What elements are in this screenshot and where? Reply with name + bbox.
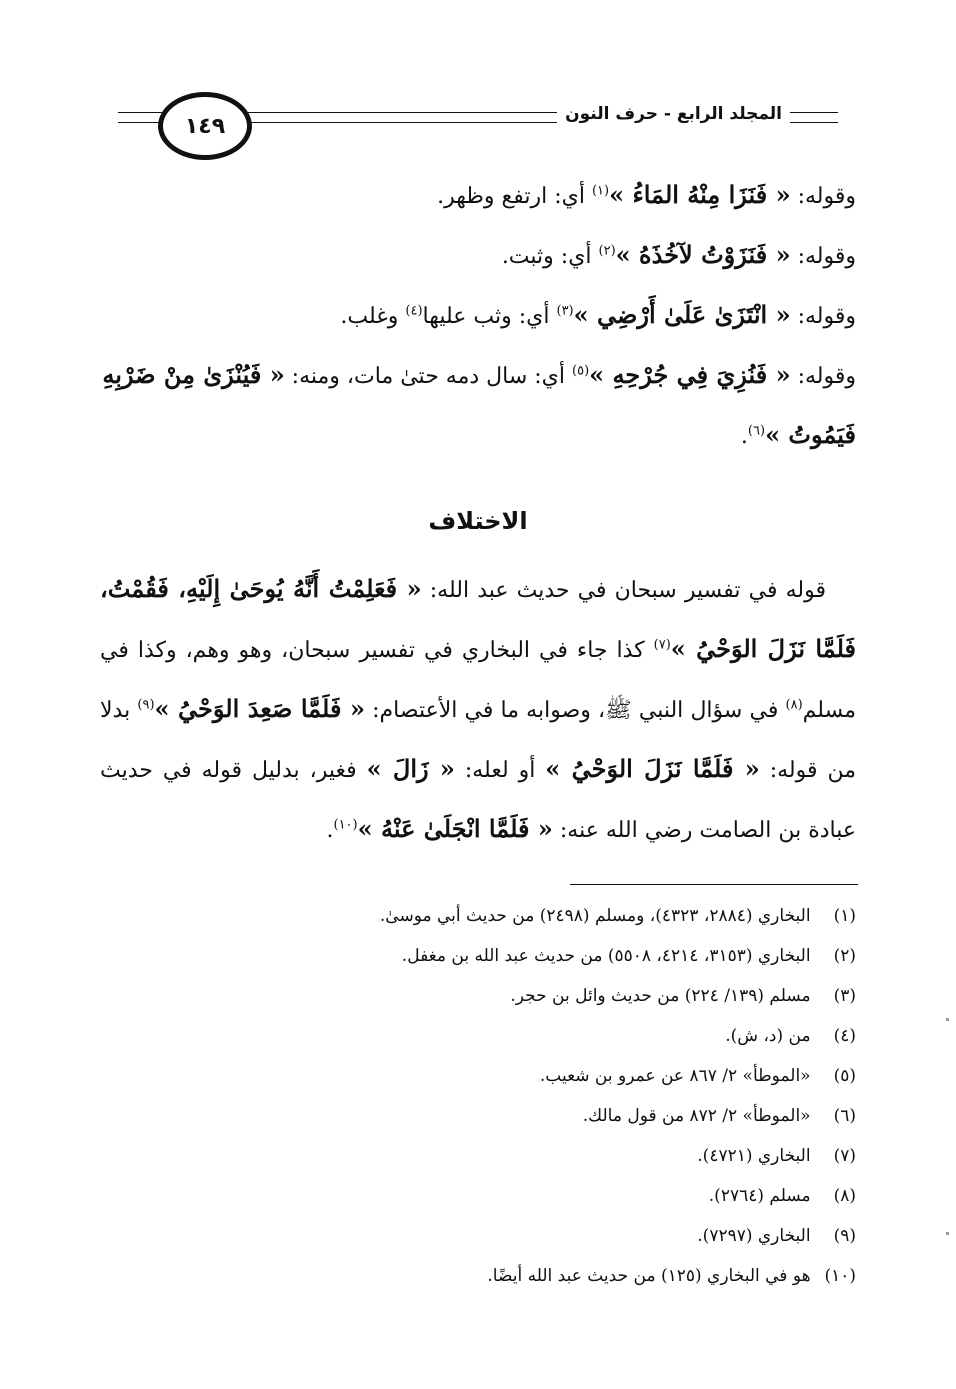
footnote-number: (٣) <box>833 986 856 1006</box>
entry-gloss: أي: ارتفع وظهر. <box>437 184 592 209</box>
footnote-item <box>156 1060 856 1100</box>
footnote-number: (٧) <box>833 1146 856 1166</box>
footnote-item <box>156 940 856 980</box>
scan-speck <box>946 1232 949 1235</box>
entry-gloss: أي: سال دمه حتىٰ مات، ومنه: <box>284 364 573 389</box>
page-header <box>118 82 838 162</box>
footnote-text: البخاري (٧٢٩٧). <box>697 1226 811 1246</box>
section-title: الاختلاف <box>428 507 528 535</box>
entry-gloss: أي: وثبت. <box>501 244 599 269</box>
footnote-ref: (٧) <box>653 637 671 653</box>
footnote-text: البخاري (٣١٥٣، ٤٢١٤، ٥٥٠٨) من حديث عبد الله بن مغفل. <box>401 946 811 966</box>
footnote-item <box>156 980 856 1020</box>
footnote-item <box>156 1100 856 1140</box>
footnote-text: مسلم (٢٧٦٤). <box>708 1186 811 1206</box>
footnote-ref: (٤) <box>405 303 423 319</box>
entry-lead: وقوله: <box>790 364 856 389</box>
footnote-ref: (٢) <box>598 243 616 259</box>
footnote-ref: (٣) <box>556 303 574 319</box>
hadith-quote: « انْتَزَىٰ عَلَىٰ أَرْضِي » <box>573 300 791 329</box>
footnote-item <box>156 900 856 940</box>
header-rule-left-top <box>118 112 162 113</box>
entry-lead: وقوله: <box>790 184 856 209</box>
hadith-quote: « فَنُزِيَ فِي جُرْحِهِ » <box>589 360 791 389</box>
hadith-quote: « فَيُنْزَىٰ مِنْ ضَرْبِهِ فَيَمُوتُ » <box>102 360 856 449</box>
footnote-ref: (٩) <box>137 697 155 713</box>
paragraph-text: فغير، بدليل قوله في حديث عبادة بن الصامت رضي الله عنه: <box>100 758 856 843</box>
entry-gloss-end: . <box>740 424 748 449</box>
footnote-text: «الموطأ» ٢/ ٨٦٧ عن عمرو بن شعيب. <box>539 1066 811 1086</box>
footnote-ref: (٦) <box>747 423 766 439</box>
hadith-quote: « فَنَزَوْتُ لآخُذَهُ » <box>615 240 791 269</box>
entry-2 <box>100 226 856 286</box>
footnote-text: البخاري (٢٨٨٤، ٤٣٢٣)، ومسلم (٢٤٩٨) من حديث أبي موسىٰ. <box>379 906 811 926</box>
footnote-text: «الموطأ» ٢/ ٨٧٢ من قول مالك. <box>582 1106 811 1126</box>
hadith-quote: « فَنَزَا مِنْهُ المَاءُ » <box>609 180 791 209</box>
entry-gloss: أي: وثب عليها <box>422 304 557 329</box>
footnote-text: البخاري (٤٧٢١). <box>697 1146 811 1166</box>
footnote-ref: (٨) <box>785 697 803 713</box>
entry-lead: وقوله: <box>790 244 856 269</box>
footnote-number: (٩) <box>833 1226 856 1246</box>
footnote-number: (٦) <box>833 1106 856 1126</box>
footnotes <box>156 900 856 1300</box>
footnote-item <box>156 1180 856 1220</box>
paragraph-text: كذا جاء في البخاري في تفسير سبحان، وهو وهم، وكذا في مسلم <box>100 638 856 723</box>
footnote-number: (٢) <box>833 946 856 966</box>
paragraph-text: قوله في تفسير سبحان في حديث عبد الله: <box>421 578 827 603</box>
page-number-badge <box>158 92 252 160</box>
paragraph-text: أو لعله: <box>454 758 546 783</box>
footnote-item <box>156 1020 856 1060</box>
running-title: المجلد الرابع - حرف النون <box>557 104 790 124</box>
hadith-quote: « فَلَمَّا نَزَلَ الوَحْيُ » <box>545 754 760 783</box>
hadith-quote: « زَالَ » <box>366 754 455 783</box>
paragraph-text: . <box>326 818 334 843</box>
section-paragraph <box>100 560 856 860</box>
footnote-number: (٨) <box>833 1186 856 1206</box>
entry-3 <box>100 286 856 346</box>
scan-speck <box>946 1018 949 1021</box>
footnote-item <box>156 1140 856 1180</box>
hadith-quote: « فَعَلِمْتُ أَنَّهُ يُوحَىٰ إِلَيْهِ، فَقُمْتُ، فَلَمَّا نَزَلَ الوَحْيُ » <box>100 574 856 663</box>
footnote-text: مسلم (١٣٩/ ٢٢٤) من حديث وائل بن حجر. <box>510 986 811 1006</box>
entry-1 <box>100 166 856 226</box>
footnote-separator <box>570 884 858 885</box>
footnote-ref: (٥) <box>572 363 590 379</box>
footnote-number: (٥) <box>833 1066 856 1086</box>
entry-gloss-end: وغلب. <box>340 304 406 329</box>
page-number: ١٤٩ <box>184 113 226 139</box>
hadith-quote: « فَلَمَّا صَعِدَ الوَحْيُ » <box>154 694 365 723</box>
footnote-number: (١٠) <box>824 1266 856 1286</box>
main-text <box>100 166 856 860</box>
hadith-quote: « فَلَمَّا انْجَلَىٰ عَنْهُ » <box>357 814 553 843</box>
header-rule-left-bottom <box>118 122 162 123</box>
paragraph-text: في سؤال النبي ﷺ، وصوابه ما في الأعتصام: <box>364 698 786 723</box>
entry-lead: وقوله: <box>790 304 856 329</box>
paragraph-text: بدلا من قوله: <box>100 698 856 783</box>
footnote-text: هو في البخاري (١٢٥) من حديث عبد الله أيضًا. <box>487 1266 811 1286</box>
footnote-item <box>156 1260 856 1300</box>
footnote-ref: (١٠) <box>333 817 358 833</box>
entry-4 <box>100 346 856 466</box>
footnote-item <box>156 1220 856 1260</box>
footnote-text: من (د، ش). <box>725 1026 811 1046</box>
footnote-number: (١) <box>833 906 856 926</box>
footnote-number: (٤) <box>833 1026 856 1046</box>
footnote-ref: (١) <box>591 183 610 199</box>
